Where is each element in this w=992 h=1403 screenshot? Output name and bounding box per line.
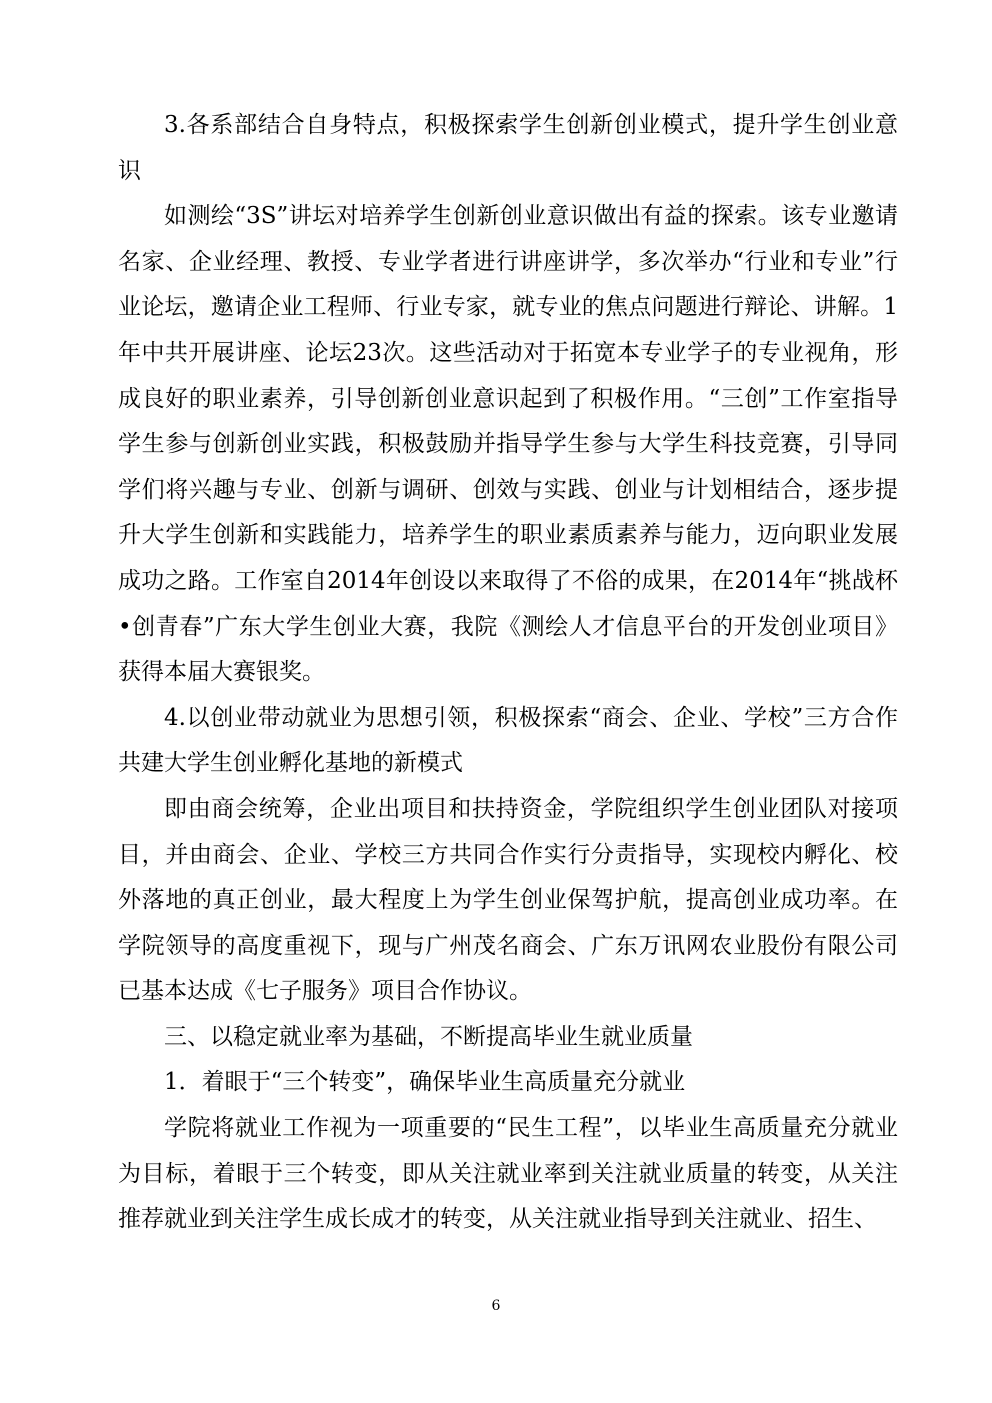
paragraph-3s-forum: 如测绘“3S”讲坛对培养学生创新创业意识做出有益的探索。该专业邀请名家、企业经理、教授、专业学者进行讲座讲学，多次举办“行业和专业”行业论坛，邀请企业工程师、行业专家，就专业的焦点问题进行辩论、讲解。1年中共开展讲座、论坛23次。这些活动对于拓宽本专业学子的专业视角，形成良好的职业素养，引导创新创业意识起到了积极作用。“三创”工作室指导学生参与创新创业实践，积极鼓励并指导学生参与大学生科技竞赛，引导同学们将兴趣与专业、创新与调研、创效与实践、创业与计划相结合，逐步提升大学生创新和实践能力，培养学生的职业素质素养与能力，迈向职业发展成功之路。工作室自2014年创设以来取得了不俗的成果，在2014年“挑战杯•创青春”广东大学生创业大赛，我院《测绘人才信息平台的开发创业项目》获得本届大赛银奖。 xyxy=(118,203,898,686)
section-heading-3: 三、以稳定就业率为基础，不断提高毕业生就业质量 xyxy=(164,1023,693,1050)
paragraph-chamber-cooperation: 即由商会统筹，企业出项目和扶持资金，学院组织学生创业团队对接项目，并由商会、企业、学校三方共同合作实行分责指导，实现校内孵化、校外落地的真正创业，最大程度上为学生创业保驾护航，提高创业成功率。在学院领导的高度重视下，现与广州茂名商会、广东万讯网农业股份有限公司已基本达成《七子服务》项目合作协议。 xyxy=(118,795,898,1005)
page-number: 6 xyxy=(491,1298,501,1314)
paragraph-employment: 学院将就业工作视为一项重要的“民生工程”，以毕业生高质量充分就业为目标，着眼于三个转变，即从关注就业率到关注就业质量的转变，从关注推荐就业到关注学生成长成才的转变，从关注就业指导到关注就业、招生、 xyxy=(118,1115,898,1233)
subheading-1: 1．着眼于“三个转变”，确保毕业生高质量充分就业 xyxy=(164,1069,686,1096)
subheading-3: 3.各系部结合自身特点，积极探索学生创新创业模式，提升学生创业意识 xyxy=(118,112,898,184)
document-body xyxy=(118,103,898,1243)
subheading-4: 4.以创业带动就业为思想引领，积极探索“商会、企业、学校”三方合作共建大学生创业孵化基地的新模式 xyxy=(118,704,898,777)
